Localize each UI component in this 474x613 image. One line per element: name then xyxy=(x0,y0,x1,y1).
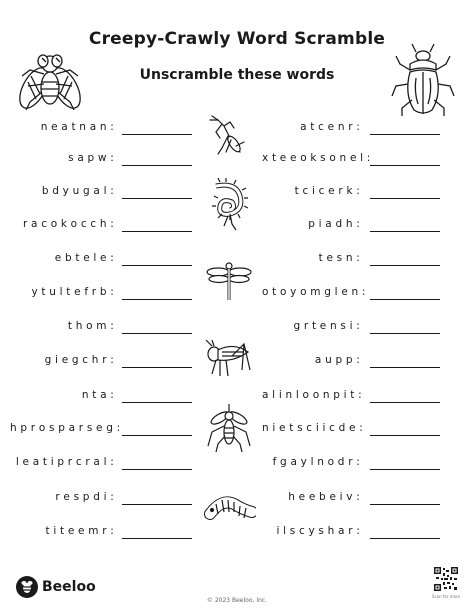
answer-line xyxy=(122,198,192,199)
answer-line xyxy=(370,469,440,470)
right-word-row-5 xyxy=(262,252,360,268)
brand-name: Beeloo xyxy=(42,579,96,595)
praying-mantis-icon xyxy=(204,110,248,156)
answer-line xyxy=(122,299,192,300)
left-word-row-6 xyxy=(10,286,114,302)
scrambled-word: p i a d h : xyxy=(308,218,360,230)
left-word-row-5 xyxy=(10,252,114,268)
scrambled-word: h p r o s p a r s e g : xyxy=(10,422,121,434)
scrambled-word: r e s p d i : xyxy=(55,491,114,503)
scrambled-word: n i e t s c i i c d e : xyxy=(262,422,363,434)
answer-line xyxy=(370,134,440,135)
left-word-row-3 xyxy=(10,185,114,201)
left-word-row-8 xyxy=(10,354,114,370)
left-word-row-7 xyxy=(10,320,114,336)
answer-line xyxy=(122,134,192,135)
right-word-row-3 xyxy=(262,185,360,201)
left-word-row-10 xyxy=(10,422,121,438)
left-word-row-2 xyxy=(10,152,114,168)
right-word-row-6 xyxy=(262,286,366,302)
answer-line xyxy=(122,435,192,436)
scrambled-word: t e s n : xyxy=(318,252,360,264)
right-word-row-10 xyxy=(262,422,363,438)
scrambled-word: t i t e e m r : xyxy=(45,525,114,537)
scrambled-word: n e a t n a n : xyxy=(40,121,114,133)
scrambled-word: g r t e n s i : xyxy=(293,320,360,332)
grasshopper-icon xyxy=(204,340,252,380)
right-word-row-13 xyxy=(262,525,360,541)
worksheet-subtitle: Unscramble these words xyxy=(139,67,335,83)
answer-line xyxy=(370,538,440,539)
answer-line xyxy=(370,231,440,232)
caterpillar-icon xyxy=(204,492,256,522)
answer-line xyxy=(370,333,440,334)
scrambled-word: e b t e l e : xyxy=(54,252,114,264)
right-word-row-1 xyxy=(262,121,360,137)
scrambled-word: a u p p : xyxy=(314,354,360,366)
left-word-row-9 xyxy=(10,389,114,405)
answer-line xyxy=(370,504,440,505)
left-word-row-13 xyxy=(10,525,114,541)
answer-line xyxy=(370,265,440,266)
scrambled-word: a t c e n r : xyxy=(300,121,360,133)
qr-caption: Scan for more xyxy=(431,594,461,599)
fly-icon xyxy=(16,44,84,114)
scrambled-word: h e e b e i v : xyxy=(288,491,360,503)
answer-line xyxy=(370,367,440,368)
right-word-row-2 xyxy=(262,152,371,168)
right-word-row-11 xyxy=(262,456,360,472)
answer-line xyxy=(122,165,192,166)
scrambled-word: f g a y l n o d r : xyxy=(272,456,360,468)
scrambled-word: n t a : xyxy=(81,389,114,401)
answer-line xyxy=(122,367,192,368)
scrambled-word: x t e e o k s o n e l : xyxy=(262,152,371,164)
right-word-row-4 xyxy=(262,218,360,234)
answer-line xyxy=(122,265,192,266)
left-word-row-1 xyxy=(10,121,114,137)
scrambled-word: s a p w : xyxy=(68,152,114,164)
dragonfly-icon xyxy=(206,256,252,302)
beeloo-logo-icon xyxy=(16,576,38,598)
answer-line xyxy=(370,435,440,436)
answer-line xyxy=(122,469,192,470)
answer-line xyxy=(122,402,192,403)
scrambled-word: y t u l t e f r b : xyxy=(31,286,114,298)
left-word-row-4 xyxy=(10,218,114,234)
answer-line xyxy=(370,402,440,403)
answer-line xyxy=(122,538,192,539)
brand-logo xyxy=(16,576,96,598)
scrambled-word: o t o y o m g l e n : xyxy=(262,286,366,298)
scrambled-word: g i e g c h r : xyxy=(44,354,114,366)
right-word-row-7 xyxy=(262,320,360,336)
right-word-row-12 xyxy=(262,491,360,507)
beetle-icon xyxy=(390,42,456,118)
scrambled-word: a l i n l o o n p i t : xyxy=(262,389,362,401)
answer-line xyxy=(122,504,192,505)
copyright-notice: © 2023 Beeloo, Inc. xyxy=(206,597,268,604)
scrambled-word: t h o m : xyxy=(67,320,114,332)
answer-line xyxy=(122,231,192,232)
answer-line xyxy=(370,198,440,199)
centipede-icon xyxy=(206,178,250,232)
scrambled-word: i l s c y s h a r : xyxy=(276,525,360,537)
answer-line xyxy=(122,333,192,334)
left-word-row-11 xyxy=(10,456,114,472)
right-word-row-8 xyxy=(262,354,360,370)
right-word-row-9 xyxy=(262,389,360,405)
qr-code-icon xyxy=(434,567,458,591)
scrambled-word: t c i c e r k : xyxy=(294,185,360,197)
scrambled-word: b d y u g a l : xyxy=(41,185,114,197)
worksheet-title: Creepy-Crawly Word Scramble xyxy=(88,29,386,49)
scrambled-word: l e a t i p r c r a l : xyxy=(15,456,114,468)
mosquito-icon xyxy=(206,402,252,452)
answer-line xyxy=(370,299,440,300)
left-word-row-12 xyxy=(10,491,114,507)
scrambled-word: r a c o k o c c h : xyxy=(22,218,114,230)
answer-line xyxy=(370,165,440,166)
